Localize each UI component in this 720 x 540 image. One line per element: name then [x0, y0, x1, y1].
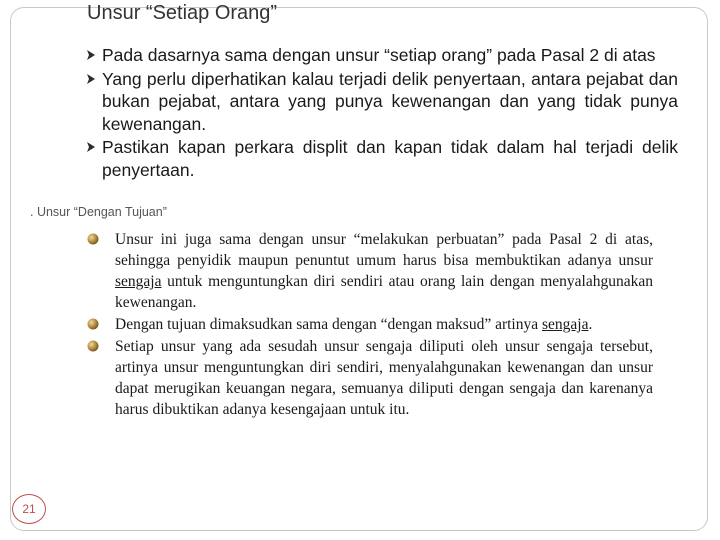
page-number-badge: 21 — [12, 494, 46, 524]
list-item — [87, 336, 653, 420]
bullet-text-before: Dengan tujuan dimaksudkan sama dengan “dengan maksud” artinya — [115, 316, 542, 333]
bullet-text: Yang perlu diperhatikan kalau terjadi delik penyertaan, antara pejabat dan bukan pejabat, antara yang punya kewenangan dan yang tidak punya kewenangan. — [102, 68, 678, 134]
bullet-text: Pastikan kapan perkara displit dan kapan tidak dalam hal terjadi delik penyertaan. — [102, 137, 678, 180]
bullet-text-before: Unsur ini juga sama dengan unsur “melakukan perbuatan” pada Pasal 2 di atas, sehingga penyidik maupun penuntut umum harus bisa membuktikan adanya unsur — [115, 231, 653, 269]
orb-bullet-icon — [87, 340, 99, 352]
orb-bullet-icon — [87, 318, 99, 330]
sub-bullet-list — [87, 229, 653, 421]
bullet-text-after: . — [588, 316, 593, 333]
underlined-term: sengaja — [115, 273, 162, 290]
orb-bullet-icon — [87, 233, 99, 245]
bullet-text: Pada dasarnya sama dengan unsur “setiap orang” pada Pasal 2 di atas — [102, 45, 656, 65]
list-item — [86, 44, 678, 67]
list-item — [87, 229, 653, 313]
list-item — [86, 136, 678, 181]
section-subtitle: . Unsur “Dengan Tujuan” — [30, 205, 167, 219]
underlined-term: sengaja — [541, 316, 589, 333]
bullet-text-after: untuk menguntungkan diri sendiri atau orang lain dengan menyalahgunakan kewenangan. — [115, 273, 653, 311]
list-item — [86, 68, 678, 136]
main-bullet-list — [86, 44, 678, 182]
arrow-bullet-icon — [86, 73, 96, 85]
bullet-text: Setiap unsur yang ada sesudah unsur sengaja diliputi oleh unsur sengaja tersebut, artinya unsur menguntungkan diri sendiri, menyalahgunakan kewenangan dan unsur dapat merugikan keuangan negara, semuanya diliputi dengan sengaja dan karenanya harus dibuktikan adanya kesengajaan untuk itu. — [115, 338, 653, 418]
slide-title: Unsur “Setiap Orang” — [87, 2, 278, 24]
arrow-bullet-icon — [86, 141, 96, 153]
arrow-bullet-icon — [86, 49, 96, 61]
list-item — [87, 314, 653, 335]
